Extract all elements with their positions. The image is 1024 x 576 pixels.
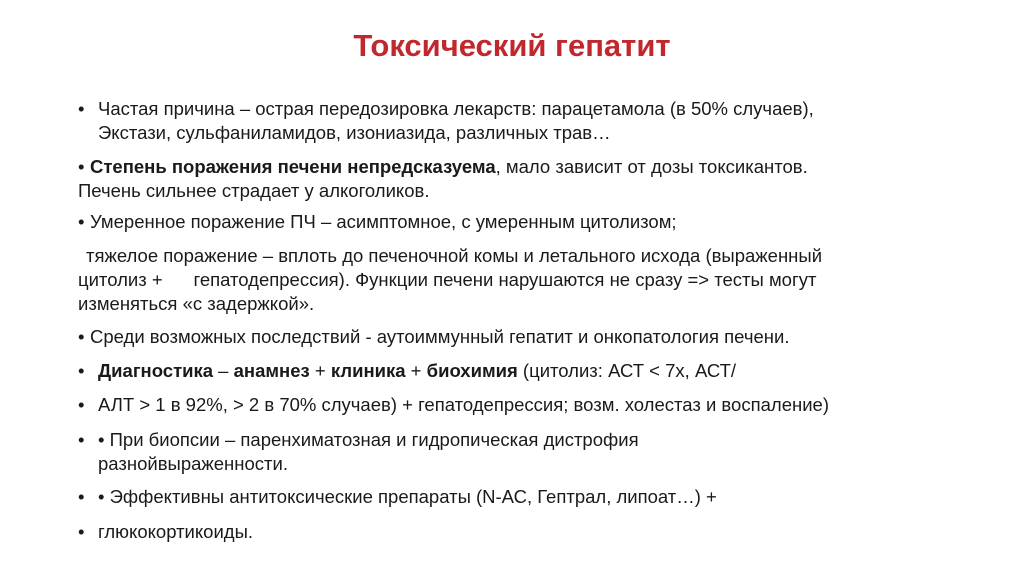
p9-line1: • Эффективны антитоксические препараты (N-АС, Гептрал, липоат…) + <box>98 486 717 507</box>
paragraph-1 <box>78 97 814 145</box>
p2-rest: , мало зависит от дозы токсикантов. <box>495 156 808 177</box>
paragraph-9 <box>78 485 717 509</box>
p6-sep2: + <box>309 360 331 381</box>
bullet: • <box>78 429 85 450</box>
p6-anamnez: анамнез <box>233 360 310 381</box>
p3-line1: Умеренное поражение ПЧ – асимптомное, с умеренным цитолизом; <box>90 211 677 232</box>
bullet: • <box>78 98 85 119</box>
p8-line1: • При биопсии – паренхиматозная и гидропическая дистрофия <box>98 429 639 450</box>
p10-line1: глюкокортикоиды. <box>98 521 254 542</box>
p6-sep3: + <box>405 360 427 381</box>
p6-rest: (цитолиз: АСТ < 7х, АСТ/ <box>517 360 737 381</box>
paragraph-4 <box>78 244 822 316</box>
bullet: • <box>78 156 85 177</box>
paragraph-2 <box>78 155 808 203</box>
paragraph-10 <box>78 520 253 544</box>
bullet: • <box>78 521 85 542</box>
p4-line2: цитолиз + гепатодепрессия). Функции печени нарушаются не сразу => тесты могут <box>78 269 817 290</box>
bullet: • <box>78 360 85 381</box>
paragraph-8 <box>78 428 639 476</box>
p2-line2: Печень сильнее страдает у алкоголиков. <box>78 180 430 201</box>
p8-line2: разнойвыраженности. <box>98 453 288 474</box>
slide-title: Токсический гепатит <box>353 28 671 63</box>
paragraph-6 <box>78 359 736 383</box>
p6-biokhimiya: биохимия <box>426 360 518 381</box>
bullet: • <box>78 211 85 232</box>
paragraph-5 <box>78 325 789 349</box>
paragraph-7 <box>78 393 829 417</box>
bullet: • <box>78 394 85 415</box>
p6-diagnostika: Диагностика <box>98 360 214 381</box>
p6-sep1: – <box>213 360 234 381</box>
p1-line2: Экстази, сульфаниламидов, изониазида, различных трав… <box>98 122 611 143</box>
p7-line1: АЛТ > 1 в 92%, > 2 в 70% случаев) + гепатодепрессия; возм. холестаз и воспаление) <box>98 394 829 415</box>
p2-bold: Степень поражения печени непредсказуема <box>90 156 496 177</box>
bullet: • <box>78 326 85 347</box>
p6-klinika: клиника <box>330 360 406 381</box>
p4-line3: изменяться «с задержкой». <box>78 293 315 314</box>
p5-line1: Среди возможных последствий - аутоиммунный гепатит и онкопатология печени. <box>90 326 790 347</box>
p4-line1: тяжелое поражение – вплоть до печеночной комы и летального исхода (выраженный <box>86 245 823 266</box>
paragraph-3 <box>78 210 677 234</box>
bullet: • <box>78 486 85 507</box>
p1-line1: Частая причина – острая передозировка лекарств: парацетамола (в 50% случаев), <box>98 98 814 119</box>
